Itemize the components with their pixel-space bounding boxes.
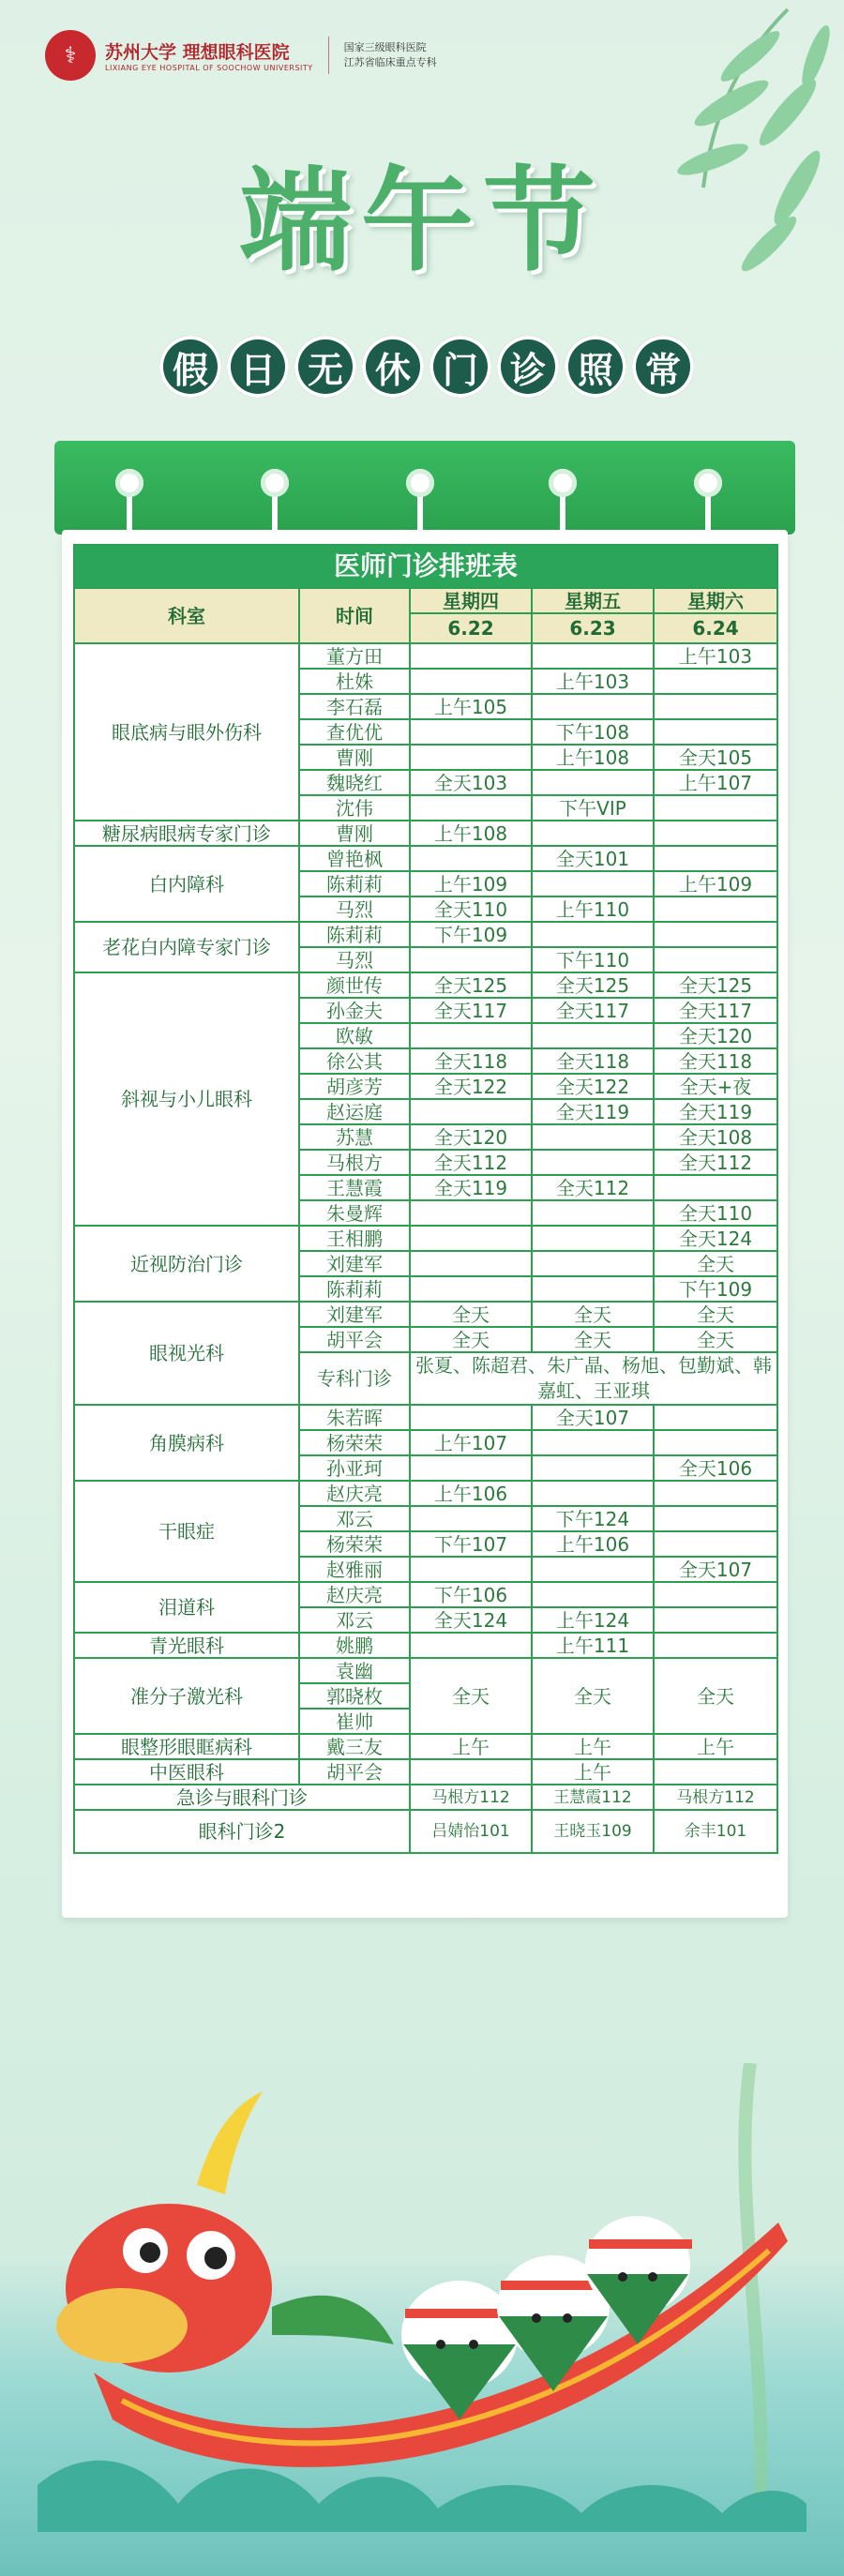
schedule-cell	[410, 1226, 532, 1251]
schedule-cell: 下午106	[410, 1582, 532, 1607]
department-cell: 角膜病科	[74, 1405, 299, 1481]
schedule-cell	[532, 1455, 654, 1481]
header-date: 6.24	[654, 613, 777, 643]
schedule-cell: 全天117	[654, 998, 777, 1023]
doctor-cell: 查优优	[299, 719, 410, 745]
table-row	[74, 1734, 777, 1759]
schedule-cell	[532, 1481, 654, 1506]
schedule-body	[74, 643, 777, 1785]
table-row	[74, 922, 777, 947]
schedule-cell: 全天125	[532, 972, 654, 998]
calendar-ring-icon	[261, 469, 289, 497]
schedule-cell: 下午109	[410, 922, 532, 947]
schedule-cell: 下午108	[532, 719, 654, 745]
schedule-cell	[654, 846, 777, 871]
doctor-cell: 赵雅丽	[299, 1557, 410, 1582]
specialist-clinic-cell: 张夏、陈超君、朱广晶、杨旭、包勤斌、韩嘉虹、王亚琪	[410, 1352, 777, 1405]
schedule-cell	[532, 1276, 654, 1302]
doctor-cell: 曾艳枫	[299, 846, 410, 871]
schedule-cell	[532, 1430, 654, 1455]
header-department: 科室	[74, 588, 299, 643]
schedule-cell	[654, 1506, 777, 1531]
table-row	[74, 1759, 777, 1785]
schedule-cell	[654, 1430, 777, 1455]
schedule-cell: 上午	[532, 1759, 654, 1785]
schedule-cell	[654, 1759, 777, 1785]
doctor-cell: 专科门诊	[299, 1352, 410, 1405]
schedule-cell: 全天119	[654, 1099, 777, 1124]
schedule-cell	[410, 745, 532, 770]
schedule-cell	[532, 1226, 654, 1251]
schedule-cell: 全天107	[532, 1405, 654, 1430]
doctor-cell: 胡平会	[299, 1759, 410, 1785]
schedule-cell: 全天110	[410, 896, 532, 922]
subtitle-char: 门	[430, 336, 491, 398]
schedule-cell	[532, 1124, 654, 1150]
schedule-cell: 全天108	[654, 1124, 777, 1150]
header-day: 星期六	[654, 588, 777, 613]
schedule-cell	[654, 821, 777, 846]
schedule-cell: 全天	[410, 1302, 532, 1327]
schedule-cell	[654, 795, 777, 821]
schedule-cell	[532, 1582, 654, 1607]
schedule-cell	[654, 1481, 777, 1506]
department-cell: 青光眼科	[74, 1633, 299, 1658]
department-cell: 干眼症	[74, 1481, 299, 1582]
table-row	[74, 1481, 777, 1506]
schedule-cell: 全天112	[654, 1150, 777, 1175]
doctor-cell: 赵庆亮	[299, 1481, 410, 1506]
emergency-label: 急诊与眼科门诊	[74, 1785, 410, 1810]
schedule-cell: 上午107	[654, 770, 777, 795]
table-row	[74, 972, 777, 998]
schedule-cell: 全天125	[654, 972, 777, 998]
doctor-cell: 陈莉莉	[299, 922, 410, 947]
schedule-cell: 余丰101	[654, 1810, 777, 1853]
table-row	[74, 1405, 777, 1430]
schedule-cell	[410, 719, 532, 745]
schedule-cell: 全天107	[654, 1557, 777, 1582]
schedule-cell: 上午	[654, 1734, 777, 1759]
doctor-cell: 王慧霞	[299, 1175, 410, 1200]
doctor-cell: 朱曼辉	[299, 1200, 410, 1226]
schedule-cell: 上午108	[532, 745, 654, 770]
schedule-cell: 全天106	[654, 1455, 777, 1481]
schedule-cell: 上午109	[410, 871, 532, 896]
schedule-cell: 全天122	[532, 1074, 654, 1099]
department-cell: 准分子激光科	[74, 1658, 299, 1734]
schedule-cell	[532, 871, 654, 896]
schedule-cell: 下午124	[532, 1506, 654, 1531]
schedule-cell: 全天101	[532, 846, 654, 871]
schedule-cell: 上午107	[410, 1430, 532, 1455]
schedule-cell	[654, 694, 777, 719]
schedule-cell: 全天118	[410, 1048, 532, 1074]
schedule-cell: 全天103	[410, 770, 532, 795]
table-row	[74, 1658, 777, 1683]
doctor-cell: 徐公其	[299, 1048, 410, 1074]
hospital-emblem-icon: ⚕	[45, 30, 96, 81]
doctor-cell: 郭晓枚	[299, 1683, 410, 1709]
schedule-cell	[654, 1175, 777, 1200]
calendar-ring-icon	[549, 469, 577, 497]
schedule-cell	[410, 1557, 532, 1582]
header-time: 时间	[299, 588, 410, 643]
schedule-cell: 上午110	[532, 896, 654, 922]
doctor-cell: 胡平会	[299, 1327, 410, 1352]
schedule-cell	[410, 1633, 532, 1658]
schedule-cell	[532, 770, 654, 795]
schedule-cell: 全天	[532, 1658, 654, 1734]
schedule-cell: 上午	[410, 1734, 532, 1759]
schedule-cell: 马根方112	[410, 1785, 532, 1810]
doctor-cell: 孙金夫	[299, 998, 410, 1023]
schedule-cell	[410, 1759, 532, 1785]
schedule-cell	[410, 643, 532, 669]
schedule-cell	[654, 669, 777, 694]
schedule-cell: 下午VIP	[532, 795, 654, 821]
department-cell: 中医眼科	[74, 1759, 299, 1785]
schedule-cell: 上午105	[410, 694, 532, 719]
subtitle-badges	[159, 336, 694, 398]
department-cell: 斜视与小儿眼科	[74, 972, 299, 1226]
logo-divider	[328, 37, 329, 74]
doctor-cell: 刘建军	[299, 1302, 410, 1327]
subtitle-char: 常	[632, 336, 694, 398]
doctor-cell: 马烈	[299, 947, 410, 972]
schedule-cell: 全天	[654, 1251, 777, 1276]
doctor-cell: 苏慧	[299, 1124, 410, 1150]
department-cell: 泪道科	[74, 1582, 299, 1633]
schedule-cell	[654, 1405, 777, 1430]
table-row	[74, 1582, 777, 1607]
doctor-cell: 胡彦芳	[299, 1074, 410, 1099]
schedule-cell: 全天119	[532, 1099, 654, 1124]
schedule-cell: 全天120	[410, 1124, 532, 1150]
schedule-cell: 上午	[532, 1734, 654, 1759]
doctor-cell: 沈伟	[299, 795, 410, 821]
schedule-cell: 上午109	[654, 871, 777, 896]
schedule-cell: 全天125	[410, 972, 532, 998]
schedule-cell: 全天117	[410, 998, 532, 1023]
doctor-cell: 马根方	[299, 1150, 410, 1175]
schedule-cell: 马根方112	[654, 1785, 777, 1810]
doctor-cell: 曹刚	[299, 821, 410, 846]
department-cell: 老花白内障专家门诊	[74, 922, 299, 972]
schedule-cell: 吕婧怡101	[410, 1810, 532, 1853]
schedule-cell: 全天	[410, 1327, 532, 1352]
department-cell: 近视防治门诊	[74, 1226, 299, 1302]
schedule-cell	[654, 1633, 777, 1658]
schedule-cell	[532, 694, 654, 719]
logo-subtitle-1: 国家三级眼科医院	[343, 41, 427, 53]
schedule-cell: 上午106	[410, 1481, 532, 1506]
subtitle-char: 照	[565, 336, 626, 398]
schedule-cell: 全天118	[654, 1048, 777, 1074]
doctor-cell: 颜世传	[299, 972, 410, 998]
schedule-cell	[410, 947, 532, 972]
header-date: 6.22	[410, 613, 532, 643]
schedule-cell	[410, 1276, 532, 1302]
department-cell: 眼整形眼眶病科	[74, 1734, 299, 1759]
schedule-cell	[654, 947, 777, 972]
hospital-logo	[45, 30, 437, 81]
doctor-cell: 魏晓红	[299, 770, 410, 795]
schedule-cell	[410, 795, 532, 821]
calendar-ring-icon	[694, 469, 722, 497]
schedule-cell	[532, 1200, 654, 1226]
department-cell: 眼底病与眼外伤科	[74, 643, 299, 821]
doctor-cell: 姚鹏	[299, 1633, 410, 1658]
schedule-cell	[654, 719, 777, 745]
schedule-cell: 上午124	[532, 1607, 654, 1633]
schedule-cell: 全天	[654, 1302, 777, 1327]
doctor-cell: 陈莉莉	[299, 871, 410, 896]
header-day: 星期四	[410, 588, 532, 613]
schedule-cell: 全天124	[654, 1226, 777, 1251]
subtitle-char: 日	[227, 336, 289, 398]
schedule-cell: 全天	[532, 1327, 654, 1352]
schedule-cell	[410, 1099, 532, 1124]
department-cell: 眼视光科	[74, 1302, 299, 1405]
schedule-cell: 全天119	[410, 1175, 532, 1200]
header-day: 星期五	[532, 588, 654, 613]
header-date: 6.23	[532, 613, 654, 643]
doctor-cell: 杜姝	[299, 669, 410, 694]
schedule-cell: 上午103	[654, 643, 777, 669]
schedule-cell	[654, 1607, 777, 1633]
schedule-cell	[410, 669, 532, 694]
table-caption: 医师门诊排班表	[74, 545, 777, 588]
schedule-cell	[532, 821, 654, 846]
schedule-table	[73, 544, 778, 1854]
table-row	[74, 821, 777, 846]
subtitle-char: 无	[294, 336, 356, 398]
department-cell: 白内障科	[74, 846, 299, 922]
schedule-cell: 上午103	[532, 669, 654, 694]
schedule-cell	[532, 1023, 654, 1048]
doctor-cell: 陈莉莉	[299, 1276, 410, 1302]
table-row	[74, 643, 777, 669]
logo-subtitle-2: 江苏省临床重点专科	[343, 56, 437, 68]
schedule-cell: 王慧霞112	[532, 1785, 654, 1810]
schedule-cell: 上午106	[532, 1531, 654, 1557]
doctor-cell: 刘建军	[299, 1251, 410, 1276]
schedule-cell: 下午109	[654, 1276, 777, 1302]
schedule-cell: 全天+夜	[654, 1074, 777, 1099]
doctor-cell: 赵运庭	[299, 1099, 410, 1124]
schedule-cell: 上午108	[410, 821, 532, 846]
eye-clinic2-label: 眼科门诊2	[74, 1810, 410, 1853]
schedule-cell	[654, 1531, 777, 1557]
schedule-cell: 下午110	[532, 947, 654, 972]
doctor-cell: 马烈	[299, 896, 410, 922]
doctor-cell: 董方田	[299, 643, 410, 669]
schedule-cell: 王晓玉109	[532, 1810, 654, 1853]
logo-chinese-name: 苏州大学 理想眼科医院	[105, 42, 290, 63]
page-title: 端午节	[239, 155, 605, 287]
doctor-cell: 朱若晖	[299, 1405, 410, 1430]
schedule-cell	[654, 896, 777, 922]
schedule-cell: 全天122	[410, 1074, 532, 1099]
schedule-cell: 全天	[532, 1302, 654, 1327]
schedule-cell	[532, 922, 654, 947]
schedule-cell	[532, 1557, 654, 1582]
subtitle-char: 休	[362, 336, 424, 398]
logo-english-name: LIXIANG EYE HOSPITAL OF SOOCHOW UNIVERSITY	[105, 64, 313, 72]
schedule-cell: 全天	[410, 1658, 532, 1734]
schedule-cell	[410, 846, 532, 871]
schedule-cell: 全天112	[532, 1175, 654, 1200]
subtitle-char: 假	[159, 336, 221, 398]
doctor-cell: 邓云	[299, 1506, 410, 1531]
schedule-cell: 全天112	[410, 1150, 532, 1175]
schedule-cell: 全天117	[532, 998, 654, 1023]
schedule-cell	[532, 643, 654, 669]
schedule-cell: 全天118	[532, 1048, 654, 1074]
schedule-cell	[654, 1582, 777, 1607]
table-row	[74, 846, 777, 871]
doctor-cell: 邓云	[299, 1607, 410, 1633]
schedule-cell: 下午107	[410, 1531, 532, 1557]
schedule-table-wrapper	[73, 544, 776, 1854]
schedule-cell	[532, 1251, 654, 1276]
doctor-cell: 王相鹏	[299, 1226, 410, 1251]
schedule-cell: 上午111	[532, 1633, 654, 1658]
schedule-cell	[410, 1023, 532, 1048]
doctor-cell: 戴三友	[299, 1734, 410, 1759]
subtitle-char: 诊	[497, 336, 559, 398]
table-row	[74, 1633, 777, 1658]
doctor-cell: 曹刚	[299, 745, 410, 770]
schedule-cell: 全天124	[410, 1607, 532, 1633]
schedule-cell	[410, 1200, 532, 1226]
dragon-boat-illustration-icon	[38, 2063, 806, 2532]
schedule-cell	[410, 1405, 532, 1430]
department-cell: 糖尿病眼病专家门诊	[74, 821, 299, 846]
calendar-ring-icon	[115, 469, 143, 497]
schedule-cell: 全天	[654, 1327, 777, 1352]
doctor-cell: 袁幽	[299, 1658, 410, 1683]
doctor-cell: 杨荣荣	[299, 1531, 410, 1557]
doctor-cell: 杨荣荣	[299, 1430, 410, 1455]
schedule-cell: 全天110	[654, 1200, 777, 1226]
schedule-cell	[410, 1506, 532, 1531]
doctor-cell: 孙亚珂	[299, 1455, 410, 1481]
table-row	[74, 1302, 777, 1327]
schedule-cell	[532, 1150, 654, 1175]
doctor-cell: 欧敏	[299, 1023, 410, 1048]
schedule-cell: 全天	[654, 1658, 777, 1734]
doctor-cell: 李石磊	[299, 694, 410, 719]
schedule-cell	[410, 1251, 532, 1276]
doctor-cell: 赵庆亮	[299, 1582, 410, 1607]
schedule-cell: 全天120	[654, 1023, 777, 1048]
doctor-cell: 崔帅	[299, 1709, 410, 1734]
schedule-cell: 全天105	[654, 745, 777, 770]
calendar-ring-icon	[406, 469, 434, 497]
table-row	[74, 1226, 777, 1251]
schedule-cell	[654, 922, 777, 947]
schedule-cell	[410, 1455, 532, 1481]
